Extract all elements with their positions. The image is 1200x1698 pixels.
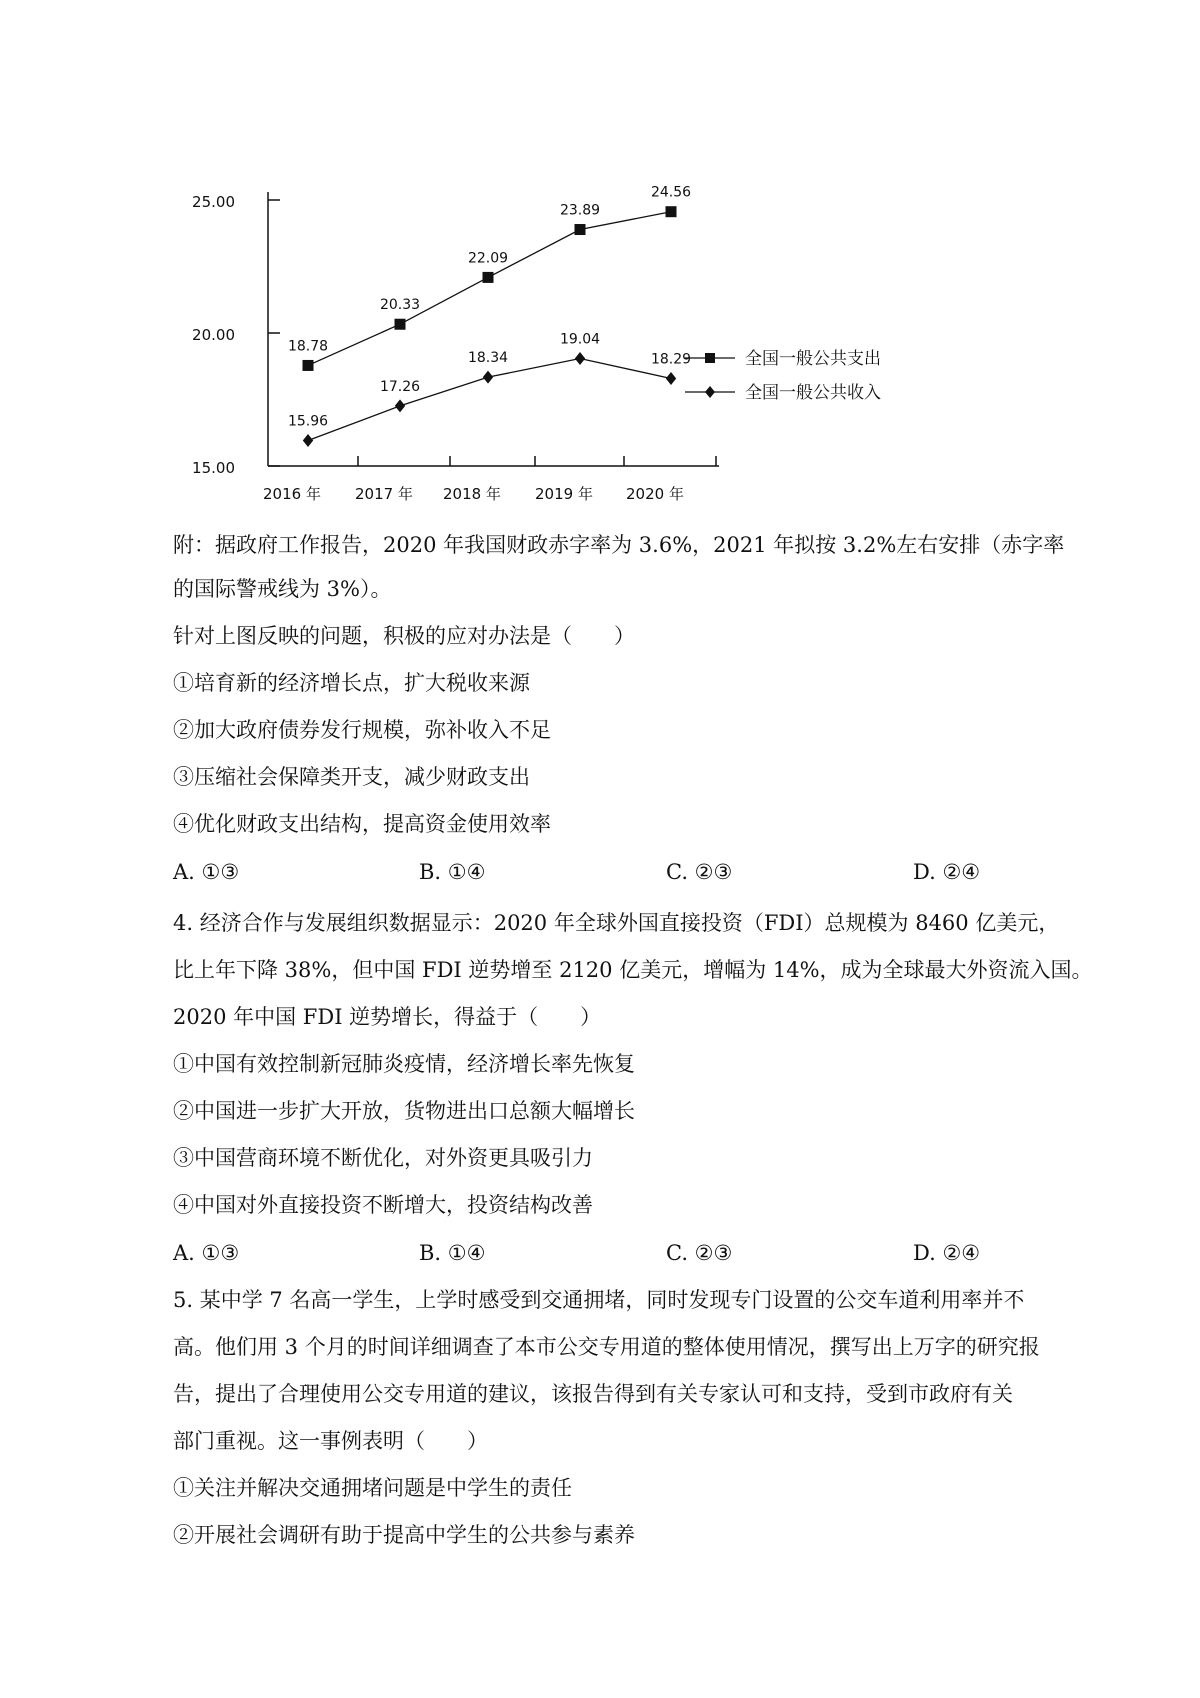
question-3-item-3: ③压缩社会保障类开支，减少财政支出 [173, 765, 530, 789]
diamond-point [575, 352, 585, 365]
legend-square-marker [705, 353, 715, 363]
y-tick-label: 20.00 [192, 326, 235, 344]
diamond-point [303, 434, 313, 447]
question-5-stem-line-3: 告，提出了合理使用公交专用道的建议，该报告得到有关专家认可和支持，受到市政府有关 [173, 1382, 1013, 1406]
note-line-2: 的国际警戒线为 3%）。 [173, 577, 392, 601]
square-point [666, 206, 677, 217]
square-point [303, 360, 314, 371]
square-point [575, 224, 586, 235]
option-d: D. ②④ [913, 1241, 981, 1265]
series-line [308, 212, 671, 366]
question-3-stem: 针对上图反映的问题，积极的应对办法是（ ） [173, 624, 635, 648]
question-4-stem-line-2: 比上年下降 38%，但中国 FDI 逆势增至 2120 亿美元，增幅为 14%，成为全球最大外资流入国。 [173, 958, 1093, 982]
question-5-stem-line-1: 5. 某中学 7 名高一学生，上学时感受到交通拥堵，同时发现专门设置的公交车道利用率并不 [173, 1288, 1025, 1312]
series-line [308, 359, 671, 441]
option-d: D. ②④ [913, 860, 981, 884]
x-tick-label: 2018 年 [443, 485, 501, 503]
x-tick-label: 2017 年 [355, 485, 413, 503]
data-label: 20.33 [379, 297, 421, 314]
square-point [395, 319, 406, 330]
diamond-point [395, 399, 405, 412]
question-3-options [173, 857, 1053, 887]
legend-label: 全国一般公共支出 [745, 349, 881, 369]
legend-label: 全国一般公共收入 [745, 383, 881, 403]
fiscal-line-chart [180, 170, 980, 520]
question-4-item-4: ④中国对外直接投资不断增大，投资结构改善 [173, 1193, 593, 1217]
option-c: C. ②③ [666, 1241, 733, 1265]
question-5-stem-line-4: 部门重视。这一事例表明（ ） [173, 1429, 488, 1453]
data-label: 23.89 [559, 202, 601, 219]
note-line-1: 附：据政府工作报告，2020 年我国财政赤字率为 3.6%，2021 年拟按 3.2%左右安排（赤字率 [173, 533, 1065, 557]
y-tick-label: 25.00 [192, 193, 235, 211]
option-b: B. ①④ [419, 860, 486, 884]
question-3-item-1: ①培育新的经济增长点，扩大税收来源 [173, 671, 530, 695]
question-4-options [173, 1238, 1053, 1268]
question-4-item-1: ①中国有效控制新冠肺炎疫情，经济增长率先恢复 [173, 1052, 635, 1076]
x-tick-label: 2016 年 [263, 485, 321, 503]
question-5-stem-line-2: 高。他们用 3 个月的时间详细调查了本市公交专用道的整体使用情况，撰写出上万字的研究报 [173, 1335, 1040, 1359]
data-label: 17.26 [379, 378, 421, 395]
question-4-stem-line-3: 2020 年中国 FDI 逆势增长，得益于（ ） [173, 1005, 602, 1029]
legend-diamond-marker [705, 386, 715, 398]
diamond-point [666, 372, 676, 385]
option-b: B. ①④ [419, 1241, 486, 1265]
option-c: C. ②③ [666, 860, 733, 884]
question-3-item-4: ④优化财政支出结构，提高资金使用效率 [173, 812, 551, 836]
data-label: 15.96 [287, 413, 329, 430]
diamond-point [483, 371, 493, 384]
option-a: A. ①③ [173, 1241, 240, 1265]
question-5-item-1: ①关注并解决交通拥堵问题是中学生的责任 [173, 1476, 572, 1500]
question-5-item-2: ②开展社会调研有助于提高中学生的公共参与素养 [173, 1523, 635, 1547]
question-4-item-3: ③中国营商环境不断优化，对外资更具吸引力 [173, 1146, 593, 1170]
data-label: 18.34 [467, 350, 509, 367]
question-4-item-2: ②中国进一步扩大开放，货物进出口总额大幅增长 [173, 1099, 635, 1123]
x-tick-label: 2019 年 [535, 485, 593, 503]
data-label: 18.78 [287, 338, 329, 355]
data-label: 24.56 [650, 184, 692, 201]
x-tick-label: 2020 年 [626, 485, 684, 503]
data-label: 19.04 [559, 331, 601, 348]
y-tick-label: 15.00 [192, 459, 235, 477]
option-a: A. ①③ [173, 860, 240, 884]
question-3-item-2: ②加大政府债券发行规模，弥补收入不足 [173, 718, 551, 742]
question-4-stem-line-1: 4. 经济合作与发展组织数据显示：2020 年全球外国直接投资（FDI）总规模为 8460 亿美元， [173, 911, 1060, 935]
data-label: 22.09 [467, 250, 509, 267]
data-label: 18.29 [650, 351, 692, 368]
square-point [483, 272, 494, 283]
